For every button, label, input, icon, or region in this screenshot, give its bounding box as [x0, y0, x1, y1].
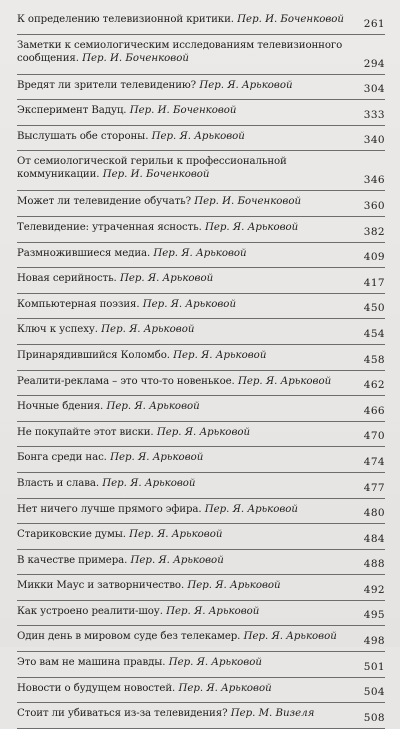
toc-entry	[17, 243, 385, 269]
entry-translator: Пер. Я. Арьковой	[142, 298, 237, 310]
toc-entry	[17, 319, 385, 345]
entry-page-number: 498	[363, 635, 385, 648]
entry-page-number: 458	[363, 353, 385, 366]
toc-entry	[17, 151, 385, 191]
toc-entry	[17, 499, 385, 525]
entry-translator: Пер. Я. Арьковой	[204, 503, 298, 515]
entry-title: Бонга среди нас.	[17, 452, 107, 464]
entry-title: Может ли телевидение обучать?	[17, 196, 191, 208]
entry-page-number: 484	[363, 532, 385, 545]
entry-page-number: 304	[363, 83, 385, 96]
entry-page-number: 333	[363, 108, 385, 121]
entry-page-number: 417	[363, 276, 385, 289]
entry-title: Ночные бдения.	[17, 401, 104, 413]
entry-page-number: 480	[363, 507, 385, 520]
entry-translator: Пер. Я. Арьковой	[187, 580, 281, 592]
entry-translator: Пер. Я. Арьковой	[151, 130, 245, 142]
entry-title: Стоит ли убиваться из-за телевидения?	[17, 708, 228, 720]
entry-title: Размножившиеся медиа.	[17, 247, 151, 259]
entry-page-number: 261	[363, 17, 385, 30]
entry-page-number: 474	[363, 455, 385, 468]
entry-title: Заметки к семиологическим исследованиям телевизионного сообщения.	[17, 39, 343, 64]
entry-title: Реалити-реклама – это что-то новенькое.	[17, 375, 235, 387]
entry-translator: Пер. И. Боченковой	[194, 196, 302, 208]
entry-translator: Пер. И. Боченковой	[82, 52, 189, 64]
entry-translator: Пер. Я. Арьковой	[101, 324, 195, 336]
entry-page-number: 454	[363, 327, 385, 340]
toc-entry	[17, 575, 385, 601]
toc-entry	[17, 35, 385, 75]
toc-entry	[17, 345, 385, 371]
toc-entry	[17, 473, 385, 499]
toc-entry	[17, 678, 385, 704]
entry-translator: Пер. Я. Арьковой	[166, 605, 260, 617]
entry-page-number: 492	[363, 583, 385, 596]
entry-translator: Пер. Я. Арьковой	[153, 247, 247, 259]
entry-page-number: 477	[363, 481, 385, 494]
entry-translator: Пер. М. Визеля	[230, 708, 315, 720]
entry-translator: Пер. Я. Арьковой	[156, 426, 251, 438]
entry-translator: Пер. Я. Арьковой	[204, 221, 299, 233]
entry-translator: Пер. Я. Арьковой	[237, 375, 332, 387]
toc-entry	[17, 396, 385, 422]
entry-title: Один день в мировом суде без телекамер.	[17, 631, 241, 643]
entry-translator: Пер. Я. Арьковой	[178, 682, 272, 694]
entry-page-number: 495	[363, 609, 385, 622]
toc-entry	[17, 703, 385, 729]
entry-translator: Пер. И. Боченковой	[102, 169, 210, 181]
entry-title: Принарядившийся Коломбо.	[17, 349, 170, 361]
entry-title: Это вам не машина правды.	[17, 657, 166, 669]
entry-title: Новая серийность.	[17, 273, 117, 285]
entry-title: Вредят ли зрители телевидению?	[17, 79, 197, 91]
entry-title: Стариковские думы.	[17, 529, 126, 541]
table-of-contents	[17, 9, 385, 729]
entry-translator: Пер. И. Боченковой	[129, 105, 237, 117]
entry-page-number: 346	[363, 174, 385, 187]
entry-page-number: 382	[363, 225, 385, 238]
entry-title: Ключ к успеху.	[17, 324, 98, 336]
entry-translator: Пер. Я. Арьковой	[102, 477, 196, 489]
toc-entry	[17, 524, 385, 550]
entry-page-number: 508	[363, 711, 385, 724]
entry-title: Микки Маус и затворничество.	[17, 580, 185, 592]
toc-entry	[17, 447, 385, 473]
entry-page-number: 340	[363, 134, 385, 147]
entry-translator: Пер. Я. Арьковой	[129, 529, 223, 541]
entry-translator: Пер. Я. Арьковой	[168, 657, 262, 669]
toc-entry	[17, 191, 385, 217]
entry-page-number: 294	[363, 57, 385, 70]
toc-entry	[17, 9, 385, 35]
entry-title: К определению телевизионной критики.	[17, 14, 234, 25]
toc-entry	[17, 126, 385, 152]
entry-translator: Пер. Я. Арьковой	[130, 554, 224, 566]
entry-title: В качестве примера.	[17, 554, 128, 566]
entry-title: Компьютерная поэзия.	[17, 298, 140, 310]
entry-translator: Пер. Я. Арьковой	[243, 631, 337, 643]
entry-translator: Пер. И. Боченковой	[237, 14, 344, 25]
entry-page-number: 501	[363, 660, 385, 673]
entry-title: Эксперимент Вадуц.	[17, 105, 127, 117]
entry-page-number: 488	[363, 558, 385, 571]
entry-page-number: 466	[363, 404, 385, 417]
toc-entry	[17, 100, 385, 126]
entry-translator: Пер. Я. Арьковой	[199, 79, 293, 91]
entry-translator: Пер. Я. Арьковой	[106, 401, 200, 413]
entry-title: От семиологической герильи к профессиональной коммуникации.	[17, 156, 287, 181]
entry-title: Как устроено реалити-шоу.	[17, 605, 163, 617]
toc-entry	[17, 268, 385, 294]
entry-translator: Пер. Я. Арьковой	[173, 349, 267, 361]
entry-title: Выслушать обе стороны.	[17, 130, 149, 142]
toc-entry	[17, 422, 385, 448]
toc-entry	[17, 626, 385, 652]
entry-page-number: 470	[363, 430, 385, 443]
entry-page-number: 360	[363, 199, 385, 212]
toc-entry	[17, 371, 385, 397]
toc-entry	[17, 550, 385, 576]
toc-entry	[17, 294, 385, 320]
entry-title: Не покупайте этот виски.	[17, 426, 154, 438]
entry-translator: Пер. Я. Арьковой	[110, 452, 204, 464]
entry-title: Власть и слава.	[17, 477, 99, 489]
entry-title: Нет ничего лучше прямого эфира.	[17, 503, 202, 515]
toc-entry	[17, 217, 385, 243]
toc-entry	[17, 652, 385, 678]
entry-translator: Пер. Я. Арьковой	[119, 273, 214, 285]
entry-page-number: 504	[363, 686, 385, 699]
toc-entry	[17, 601, 385, 627]
entry-title: Новости о будущем новостей.	[17, 682, 176, 694]
entry-page-number: 409	[363, 251, 385, 264]
toc-entry	[17, 75, 385, 101]
entry-page-number: 450	[363, 302, 385, 315]
entry-page-number: 462	[363, 379, 385, 392]
entry-title: Телевидение: утраченная ясность.	[17, 221, 202, 233]
